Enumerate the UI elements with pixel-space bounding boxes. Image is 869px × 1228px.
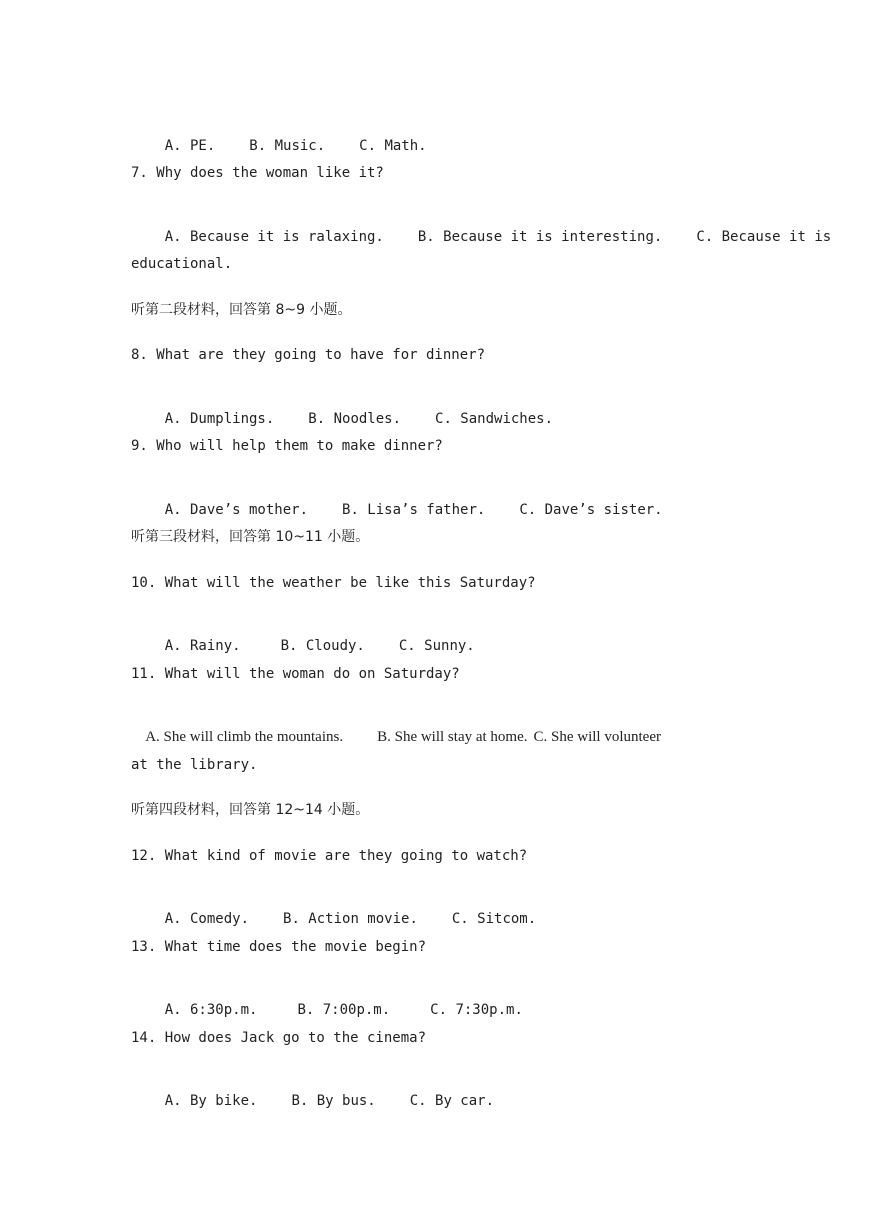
question-9: 9. Who will help them to make dinner?	[131, 438, 443, 454]
option-a: A. 6:30p.m.	[164, 1002, 258, 1018]
option-c: C. Math.	[359, 138, 427, 154]
option-c: C. Dave’s sister.	[519, 502, 663, 518]
option-b: B. Because it is interesting.	[417, 229, 663, 245]
question-11: 11. What will the woman do on Saturday?	[131, 666, 460, 682]
option-c: C. Sunny.	[398, 638, 475, 654]
question-13: 13. What time does the movie begin?	[131, 939, 427, 955]
option-c: C. Sandwiches.	[435, 411, 554, 427]
question-8: 8. What are they going to have for dinner?	[131, 347, 486, 363]
option-b: B. 7:00p.m.	[297, 1002, 391, 1018]
q7-options-continued: educational.	[131, 256, 233, 272]
option-b: B. Noodles.	[308, 411, 402, 427]
option-a: A. Because it is ralaxing.	[164, 229, 384, 245]
option-b: B. Music.	[249, 138, 326, 154]
option-a: A. Dumplings.	[164, 411, 275, 427]
option-b: B. Cloudy.	[280, 638, 365, 654]
option-c: C. Because it is	[696, 229, 832, 245]
option-b: B. By bus.	[291, 1093, 376, 1109]
option-a: A. PE.	[164, 138, 216, 154]
question-12: 12. What kind of movie are they going to watch?	[131, 848, 528, 864]
option-b: B. Action movie.	[283, 911, 418, 927]
section-2-heading: 听第二段材料，回答第 8~9 小题。	[131, 302, 352, 318]
option-c: C. By car.	[409, 1093, 495, 1109]
section-4-heading: 听第四段材料，回答第 12~14 小题。	[131, 802, 370, 818]
option-a: A. By bike.	[164, 1093, 258, 1109]
option-a: A. She will climb the mountains.	[145, 729, 344, 745]
option-c: C. Sitcom.	[451, 911, 537, 927]
q11-options-continued: at the library.	[131, 757, 258, 773]
question-10: 10. What will the weather be like this Saturday?	[131, 575, 536, 591]
q7-options	[131, 210, 831, 264]
option-a: A. Dave’s mother.	[164, 502, 309, 518]
q14-options	[131, 1074, 494, 1128]
question-14: 14. How does Jack go to the cinema?	[131, 1030, 427, 1046]
option-b: B. She will stay at home.	[377, 729, 528, 745]
option-a: A. Rainy.	[164, 638, 241, 654]
option-a: A. Comedy.	[164, 911, 250, 927]
question-7: 7. Why does the woman like it?	[131, 165, 384, 181]
option-c: C. 7:30p.m.	[430, 1002, 523, 1018]
option-b: B. Lisa’s father.	[342, 502, 486, 518]
section-3-heading: 听第三段材料，回答第 10~11 小题。	[131, 529, 370, 545]
option-c: C. She will volunteer	[533, 729, 661, 745]
